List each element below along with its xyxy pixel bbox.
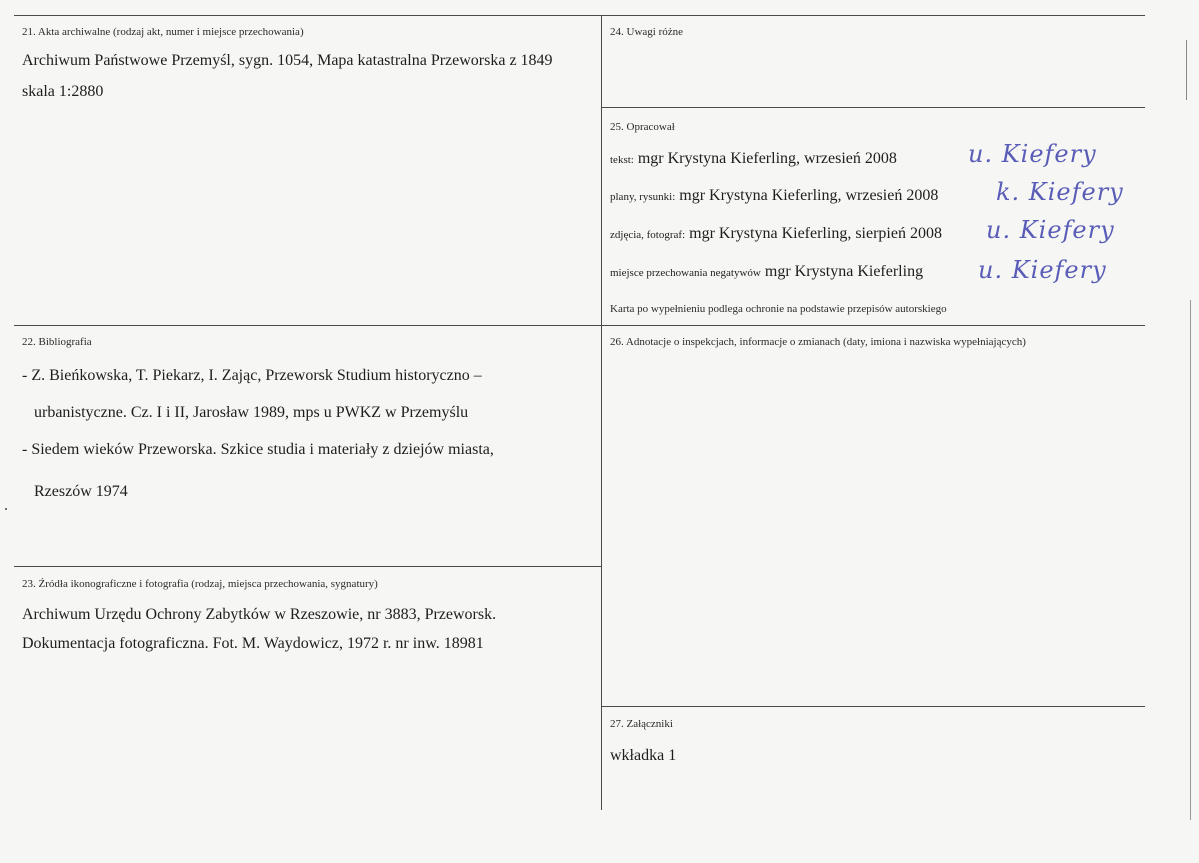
author-row-value: mgr Krystyna Kieferling, wrzesień 2008 xyxy=(637,150,897,167)
section-22-header: 22. Bibliografia xyxy=(22,336,92,348)
rule-22-23 xyxy=(14,566,601,567)
author-row-label: plany, rysunki: xyxy=(610,191,676,203)
bibliography-line: - Siedem wieków Przeworska. Szkice studia i materiały z dziejów miasta, xyxy=(22,441,494,458)
author-row-label: tekst: xyxy=(610,154,634,166)
section-27-header: 27. Załączniki xyxy=(610,718,673,730)
rule-24-25 xyxy=(601,107,1145,108)
rule-26-27 xyxy=(601,706,1145,707)
author-row-plans xyxy=(610,187,938,205)
bibliography-line: Rzeszów 1974 xyxy=(34,483,128,500)
scan-speck xyxy=(5,508,7,510)
signature-negatives: u. Kiefery xyxy=(978,256,1107,284)
section-24-header: 24. Uwagi różne xyxy=(610,26,684,38)
signature-text: u. Kiefery xyxy=(968,140,1097,168)
section-25-header: 25. Opracował xyxy=(610,121,675,133)
bibliography-line: urbanistyczne. Cz. I i II, Jarosław 1989, mps u PWKZ w Przemyślu xyxy=(34,404,469,421)
right-edge-mark xyxy=(1186,40,1187,100)
author-row-value: mgr Krystyna Kieferling, wrzesień 2008 xyxy=(679,187,939,204)
signature-plans: k. Kiefery xyxy=(996,178,1124,206)
iconographic-sources-line-2: Dokumentacja fotograficzna. Fot. M. Waydowicz, 1972 r. nr inw. 18981 xyxy=(22,635,484,652)
attachments-value: wkładka 1 xyxy=(610,747,677,764)
archive-records-line-2: skala 1:2880 xyxy=(22,83,104,100)
right-edge-mark-2 xyxy=(1190,300,1191,820)
top-rule xyxy=(14,15,1145,16)
author-row-text xyxy=(610,150,897,168)
author-row-label: zdjęcia, fotograf: xyxy=(610,229,686,241)
author-row-photos xyxy=(610,225,942,243)
author-row-value: mgr Krystyna Kieferling, sierpień 2008 xyxy=(689,225,942,242)
section-23-header: 23. Źródła ikonograficzne i fotografia (rodzaj, miejsca przechowania, sygnatury) xyxy=(22,578,378,590)
copyright-note: Karta po wypełnieniu podlega ochronie na podstawie przepisów autorskiego xyxy=(610,303,947,315)
signature-photos: u. Kiefery xyxy=(986,216,1115,244)
rule-row2 xyxy=(14,325,1145,326)
center-divider xyxy=(601,15,602,810)
section-26-header: 26. Adnotacje o inspekcjach, informacje o zmianach (daty, imiona i nazwiska wypełniających) xyxy=(610,336,1026,348)
bibliography-line: - Z. Bieńkowska, T. Piekarz, I. Zając, Przeworsk Studium historyczno – xyxy=(22,367,482,384)
section-21-header: 21. Akta archiwalne (rodzaj akt, numer i miejsce przechowania) xyxy=(22,26,304,38)
iconographic-sources-line-1: Archiwum Urzędu Ochrony Zabytków w Rzeszowie, nr 3883, Przeworsk. xyxy=(22,606,497,623)
author-row-label: miejsce przechowania negatywów xyxy=(610,267,761,279)
author-row-value: mgr Krystyna Kieferling xyxy=(764,263,924,280)
archive-records-line-1: Archiwum Państwowe Przemyśl, sygn. 1054, Mapa katastralna Przeworska z 1849 xyxy=(22,52,553,69)
author-row-negatives xyxy=(610,263,923,281)
